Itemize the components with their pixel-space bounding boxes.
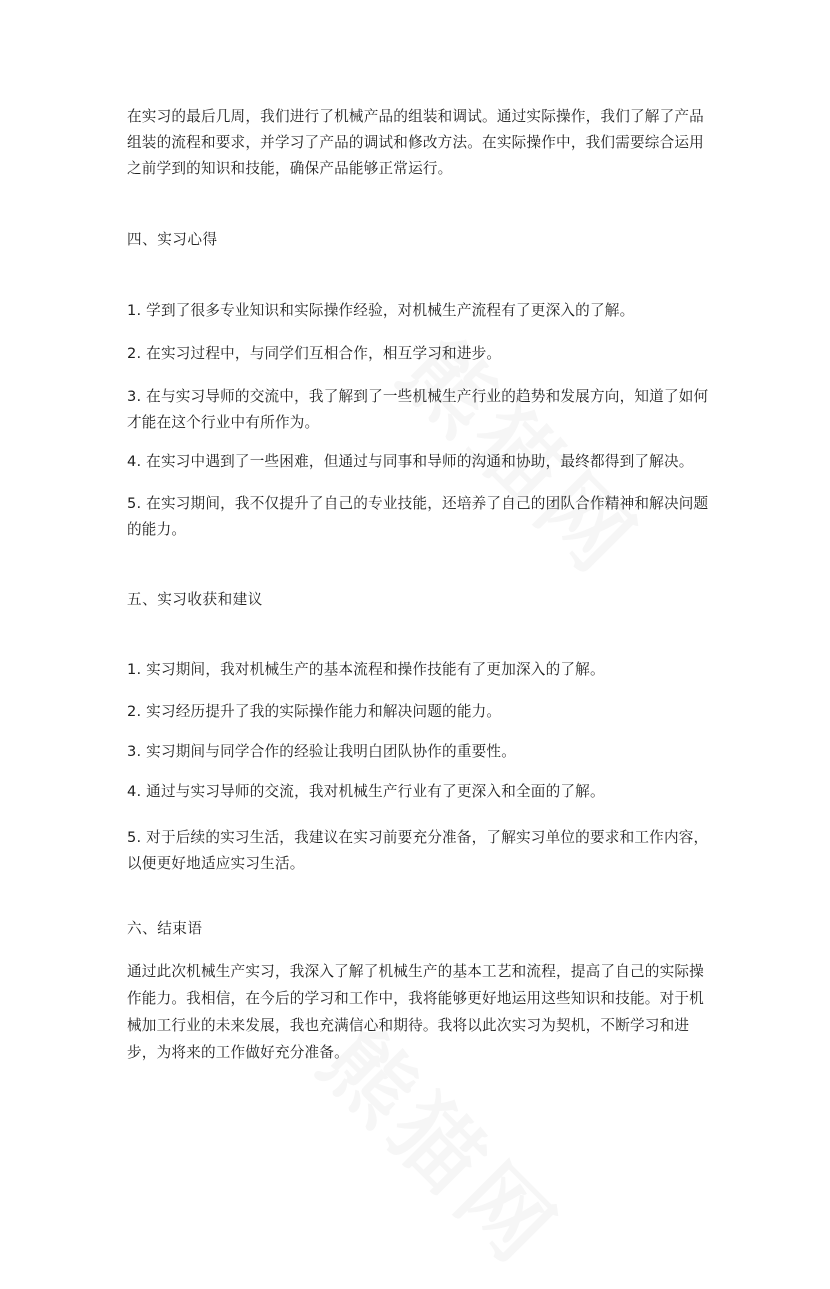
section-5-item-4: 4. 通过与实习导师的交流，我对机械生产行业有了更深入和全面的了解。: [127, 783, 605, 800]
section-4-title: 四、实习心得: [127, 231, 218, 248]
section-4-item-3: 3. 在与实习导师的交流中，我了解到了一些机械生产行业的趋势和发展方向，知道了如何才能在这个行业中有所作为。: [127, 388, 709, 431]
section-5-title: 五、实习收获和建议: [127, 591, 263, 608]
section-6-title: 六、结束语: [127, 920, 203, 937]
section-5-item-3: 3. 实习期间与同学合作的经验让我明白团队协作的重要性。: [127, 743, 517, 760]
section-4-item-2: 2. 在实习过程中，与同学们互相合作，相互学习和进步。: [127, 345, 502, 362]
section-5-item-2: 2. 实习经历提升了我的实际操作能力和解决问题的能力。: [127, 703, 502, 720]
intro-paragraph: 在实习的最后几周，我们进行了机械产品的组装和调试。通过实际操作，我们了解了产品组装的流程和要求，并学习了产品的调试和修改方法。在实际操作中，我们需要综合运用之前学到的知识和技能，确保产品能够正常运行。: [127, 108, 704, 177]
section-4-item-1: 1. 学到了很多专业知识和实际操作经验，对机械生产流程有了更深入的了解。: [127, 302, 635, 319]
section-5-item-1: 1. 实习期间，我对机械生产的基本流程和操作技能有了更加深入的了解。: [127, 661, 605, 678]
section-4-item-4: 4. 在实习中遇到了一些困难，但通过与同事和导师的沟通和协助，最终都得到了解决。: [127, 453, 694, 470]
section-5-item-5: 5. 对于后续的实习生活，我建议在实习前要充分准备，了解实习单位的要求和工作内容，以便更好地适应实习生活。: [127, 829, 709, 872]
section-6-paragraph: 通过此次机械生产实习，我深入了解了机械生产的基本工艺和流程，提高了自己的实际操作能力。我相信，在今后的学习和工作中，我将能够更好地运用这些知识和技能。对于机械加工行业的未来发展，我也充满信心和期待。我将以此次实习为契机，不断学习和进步，为将来的工作做好充分准备。: [127, 963, 704, 1061]
section-4-item-5: 5. 在实习期间，我不仅提升了自己的专业技能，还培养了自己的团队合作精神和解决问题的能力。: [127, 495, 709, 538]
